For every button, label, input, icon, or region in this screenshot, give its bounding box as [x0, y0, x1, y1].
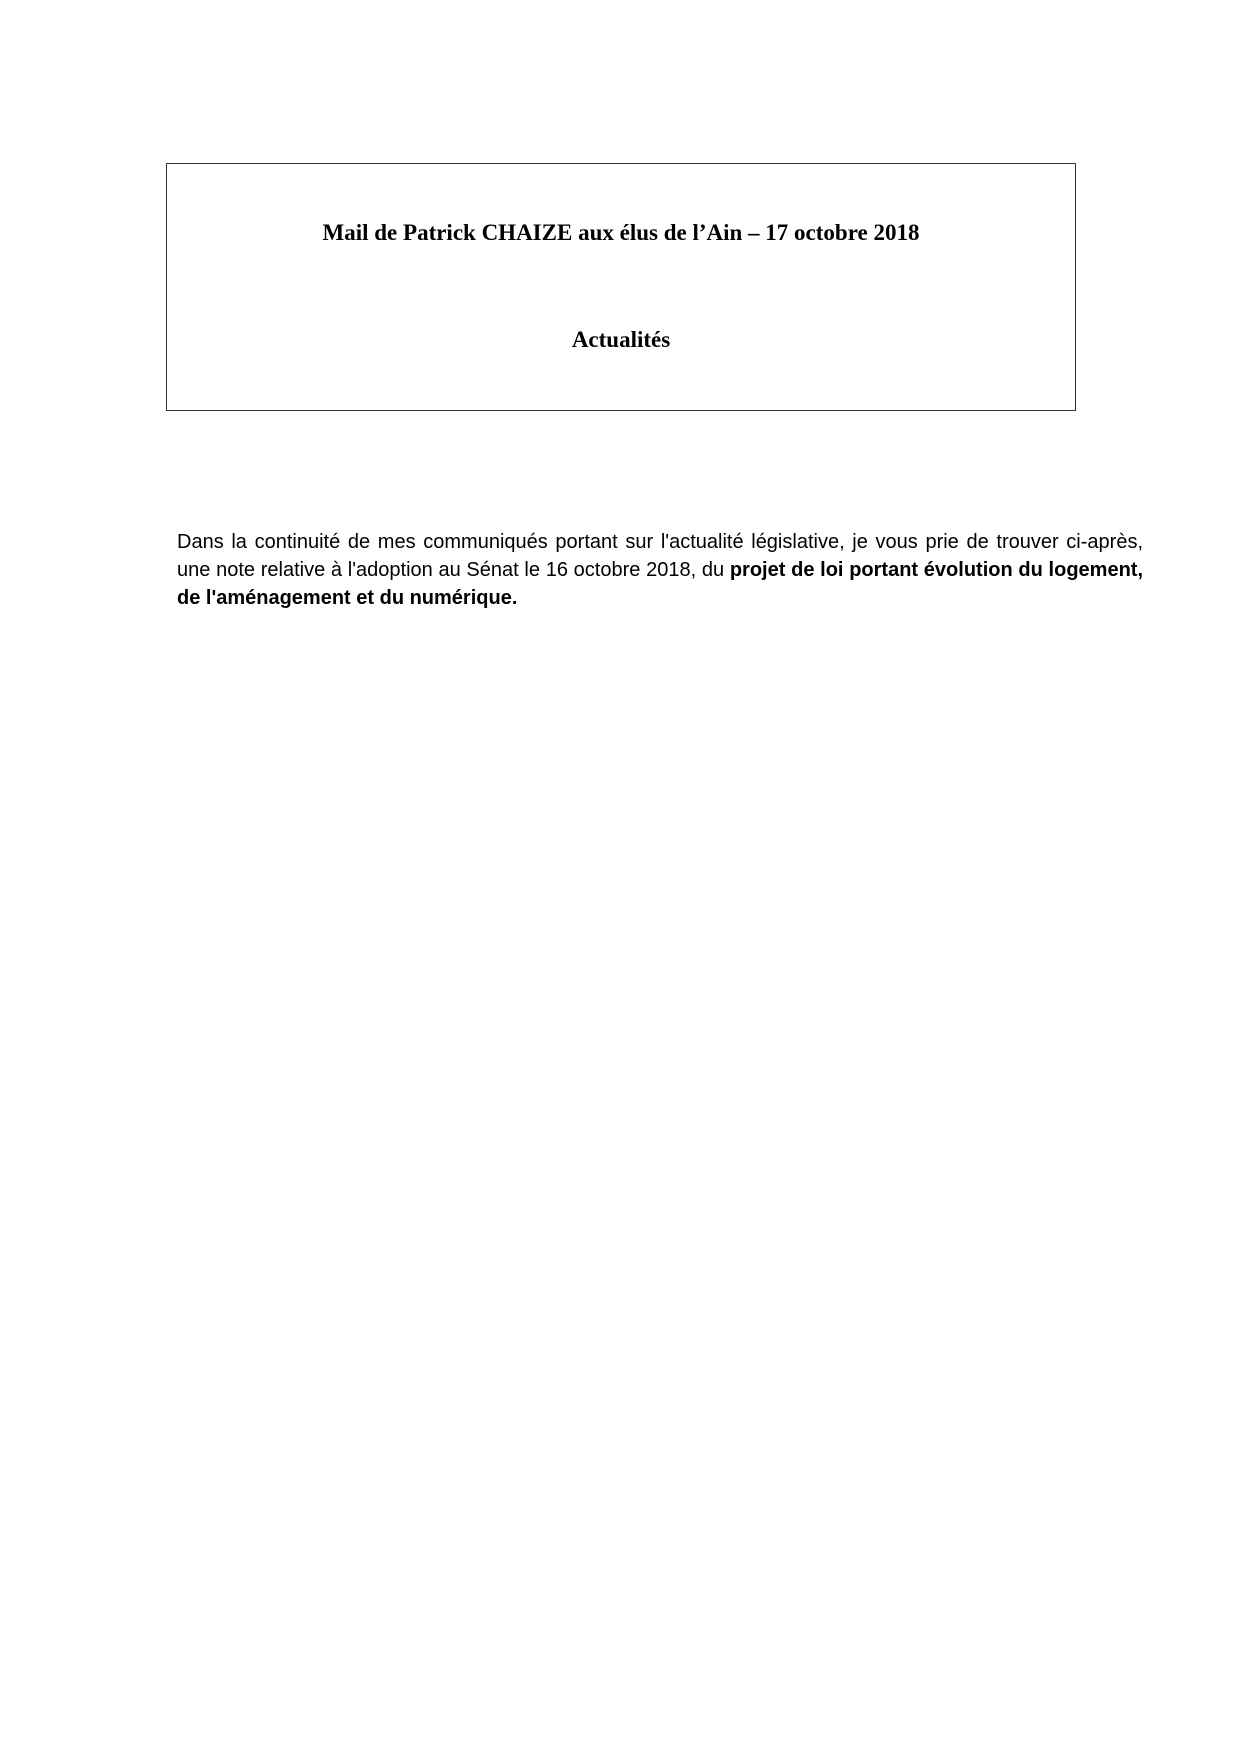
- body-paragraph: [177, 528, 1143, 612]
- title-box: [166, 163, 1076, 411]
- paragraph-intro-text: Dans la continuité de mes communiqués portant sur l'actualité législative, je vous prie de trouver ci-après, une note relative à l'adoption au Sénat le 16 octobre 2018, du: [177, 531, 1143, 581]
- paragraph-bold-text: projet de loi portant évolution du logement, de l'aménagement et du numérique.: [177, 559, 1144, 609]
- document-title: Mail de Patrick CHAIZE aux élus de l’Ain – 17 octobre 2018: [322, 220, 920, 245]
- document-subtitle: Actualités: [571, 327, 671, 352]
